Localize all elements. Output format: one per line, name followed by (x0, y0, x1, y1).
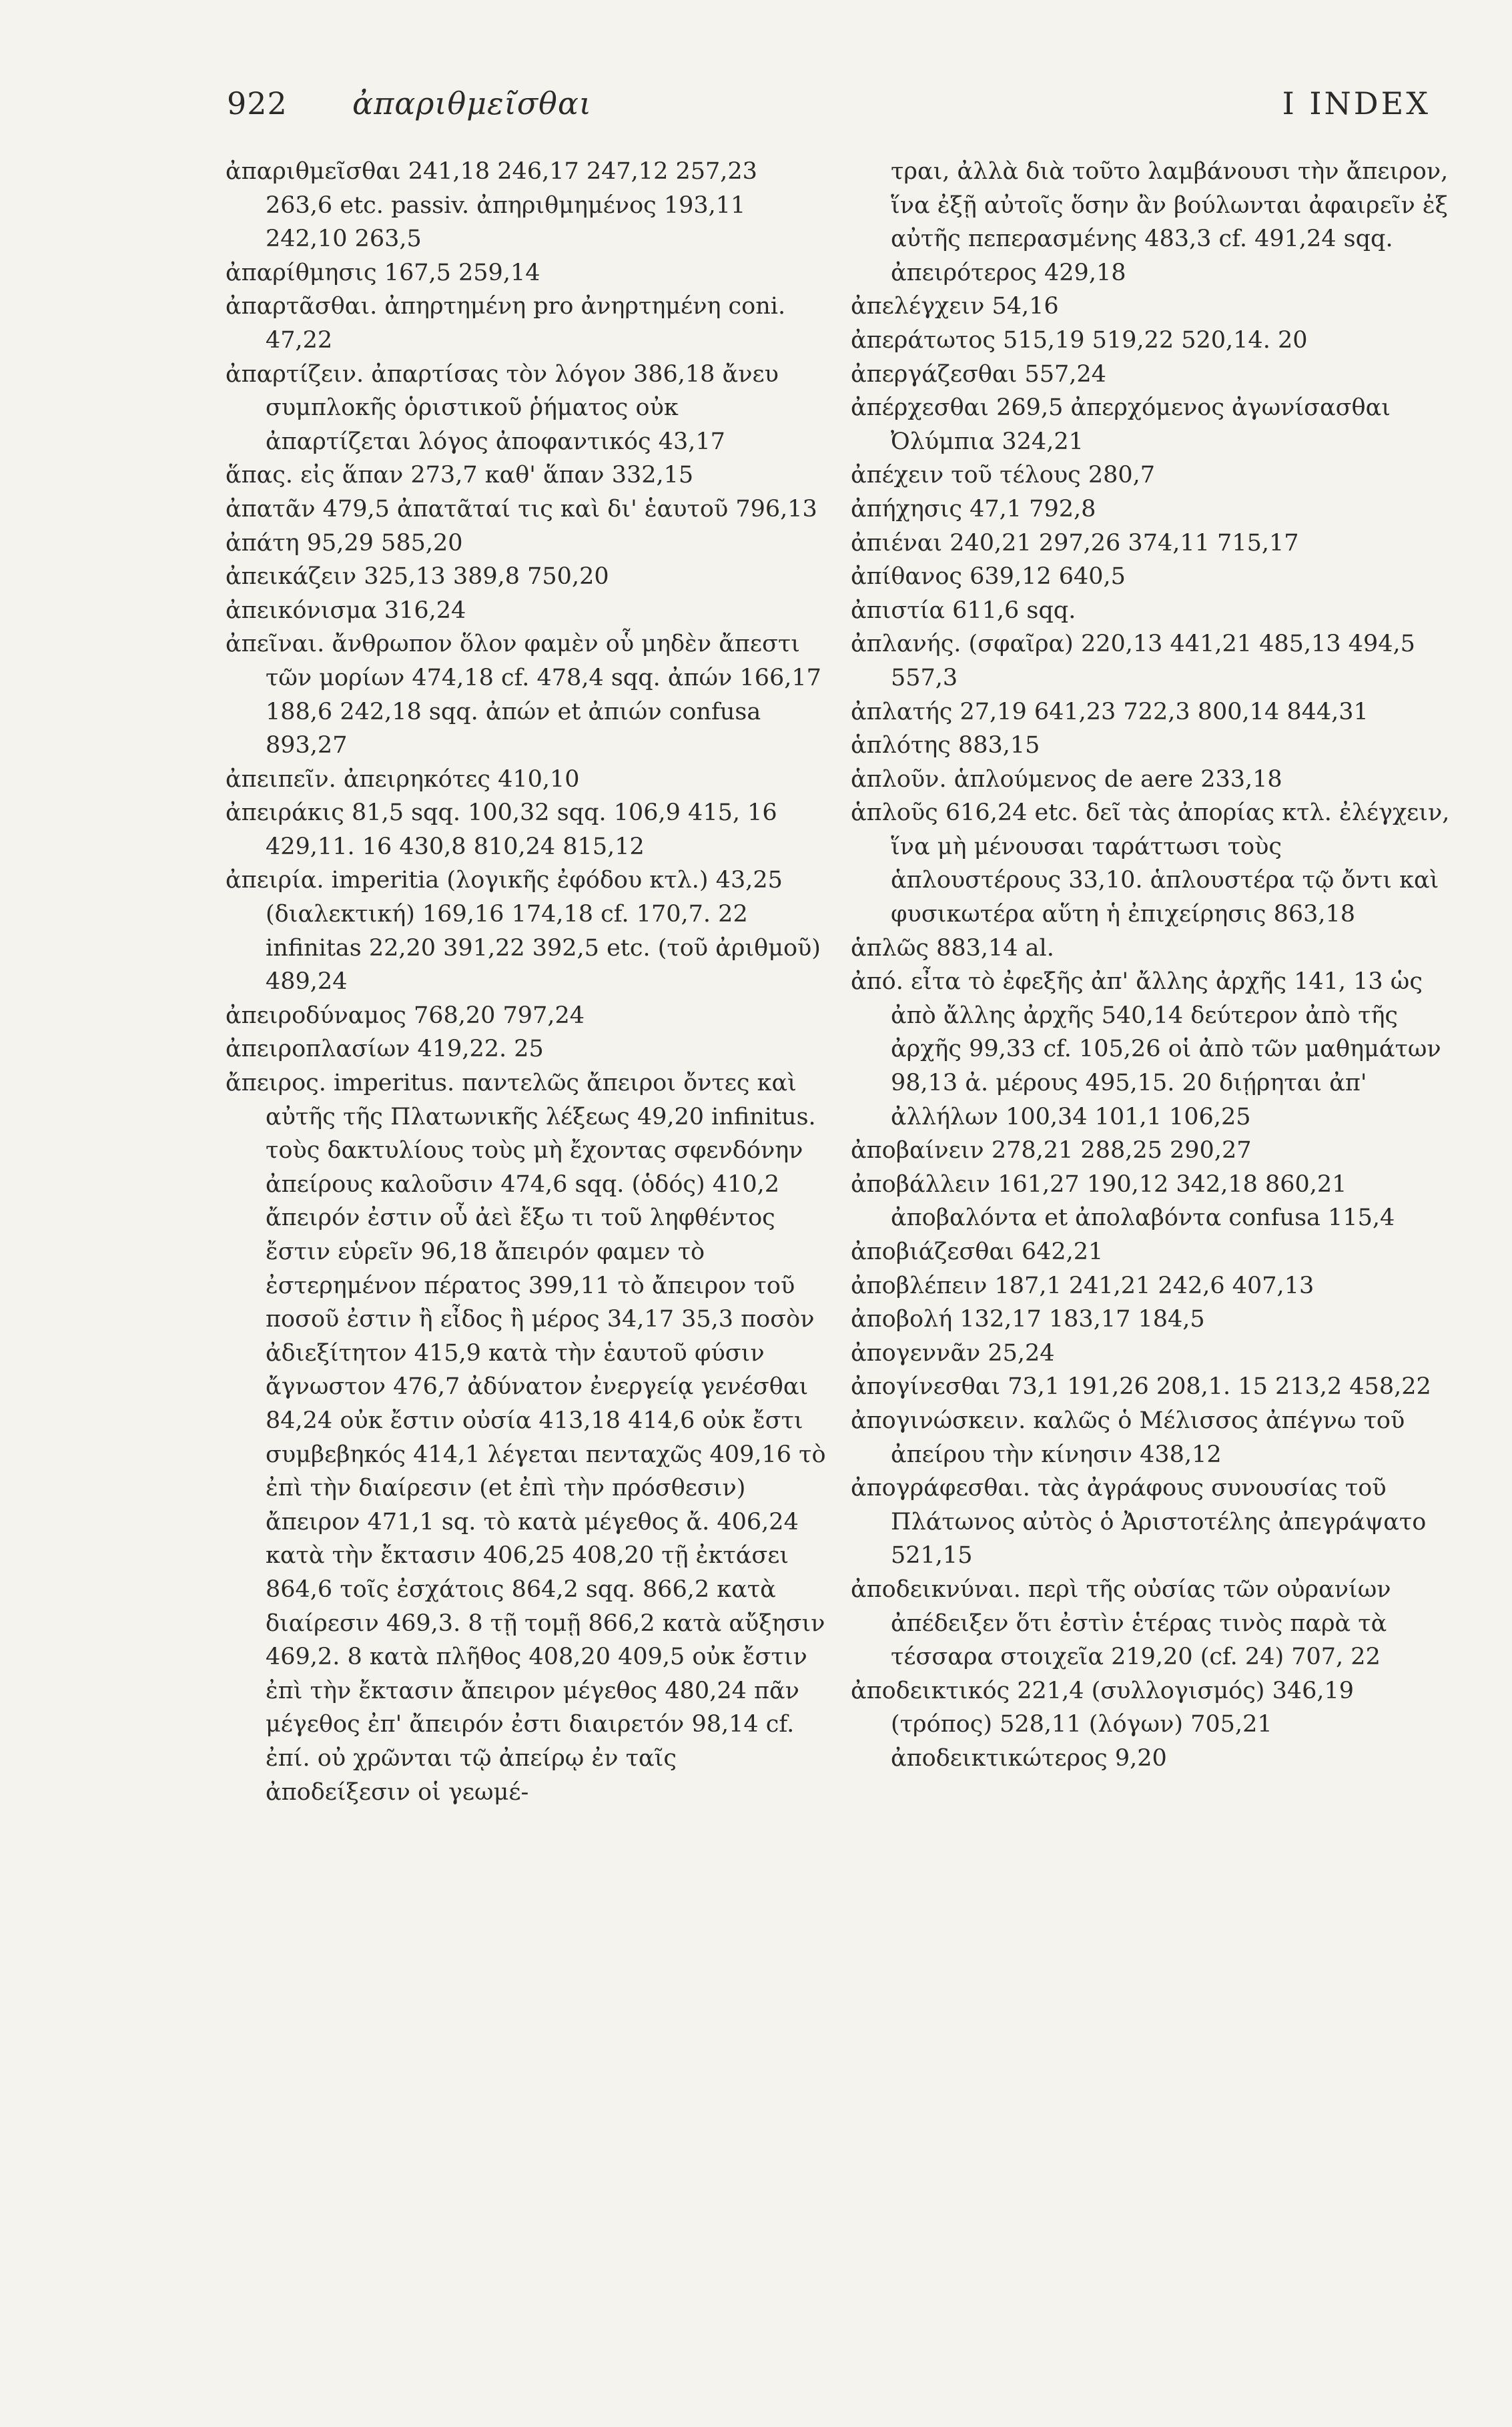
index-entry: ἀποδεικνύναι. περὶ τῆς οὐσίας τῶν οὐρανίων ἀπέδειξεν ὅτι ἐστὶν ἑτέρας τινὸς παρὰ τὰ τέσσαρα στοιχεῖα 219,20 (cf. 24) 707, 22 (851, 1576, 1391, 1671)
page-number: 922 (227, 85, 288, 121)
index-entry: ἀπογεννᾶν 25,24 (851, 1339, 1055, 1367)
index-entry: ἄπειρος. imperitus. παντελῶς ἄπειροι ὄντες καὶ αὐτῆς τῆς Πλατωνικῆς λέξεως 49,20 infinitus. τοὺς δακτυλίους τοὺς μὴ ἔχοντας σφενδόνην ἀπείρους καλοῦσιν 474,6 sqq. (ὁδός) 410,2 ἄπειρόν ἐστιν οὗ ἀεὶ ἔξω τι τοῦ ληφθέντος ἔστιν εὑρεῖν 96,18 ἄπειρόν φαμεν τὸ ἐστερημένον πέρατος 399,11 τὸ ἄπειρον τοῦ ποσοῦ ἐστιν ἢ εἶδος ἢ μέρος 34,17 35,3 ποσὸν ἀδιεξίτητον 415,9 κατὰ τὴν ἑαυτοῦ φύσιν ἄγνωστον 476,7 ἀδύνατον ἐνεργείᾳ γενέσθαι 84,24 οὐκ ἔστιν οὐσία 413,18 414,6 οὐκ ἔστι συμβεβηκός 414,1 λέγεται πενταχῶς 409,16 τὸ ἐπὶ τὴν διαίρεσιν (et ἐπὶ τὴν πρόσθεσιν) ἄπειρον 471,1 sq. τὸ κατὰ μέγεθος ἄ. 406,24 κατὰ τὴν ἔκτασιν 406,25 408,20 τῇ ἐκτάσει 864,6 τοῖς ἐσχάτοις 864,2 sqq. 866,2 κατὰ διαίρεσιν 469,3. 8 τῇ τομῇ 866,2 κατὰ αὔξησιν 469,2. 8 κατὰ πλῆθος 408,20 409,5 οὐκ ἔστιν ἐπὶ τὴν ἔκτασιν ἄπειρον μέγεθος 480,24 πᾶν μέγεθος ἐπ' ἄπειρόν ἐστι διαιρετόν 98,14 cf. ἐπί. οὐ χρῶνται τῷ ἀπείρῳ ἐν ταῖς ἀποδείξεσιν οἱ γεωμέ- (226, 1070, 826, 1806)
index-entry: ἀπαριθμεῖσθαι 241,18 246,17 247,12 257,23 263,6 etc. passiv. ἀπηριθμημένος 193,11 242,10 263,5 (226, 158, 757, 253)
index-entry: ἅπας. εἰς ἅπαν 273,7 καθ' ἅπαν 332,15 (226, 462, 694, 489)
right-index-column (851, 155, 1451, 1776)
index-entry: ἀπάτη 95,29 585,20 (226, 529, 463, 557)
index-entry: ἁπλῶς 883,14 al. (851, 934, 1054, 962)
index-entry: ἁπλότης 883,15 (851, 732, 1040, 759)
index-entry: ἀπέχειν τοῦ τέλους 280,7 (851, 462, 1156, 489)
index-entry: ἀπειπεῖν. ἀπειρηκότες 410,10 (226, 765, 580, 793)
index-entry: ἀπό. εἶτα τὸ ἐφεξῆς ἀπ' ἄλλης ἀρχῆς 141, 13 ὡς ἀπὸ ἄλλης ἀρχῆς 540,14 δεύτερον ἀπὸ τῆς ἀρχῆς 99,33 cf. 105,26 οἱ ἀπὸ τῶν μαθημάτων 98,13 ἀ. μέρους 495,15. 20 διῄρηται ἀπ' ἀλλήλων 100,34 101,1 106,25 (851, 968, 1441, 1130)
index-entry: ἀπειροπλασίων 419,22. 25 (226, 1036, 544, 1063)
index-entry: τραι, ἀλλὰ διὰ τοῦτο λαμβάνουσι τὴν ἄπειρον, ἵνα ἐξῇ αὐτοῖς ὅσην ἂν βούλωνται ἀφαιρεῖν ἐξ αὐτῆς πεπερασμένης 483,3 cf. 491,24 sqq. ἀπειρότερος 429,18 (891, 158, 1449, 286)
index-entry: ἀπεικάζειν 325,13 389,8 750,20 (226, 563, 609, 591)
index-entry: ἀπελέγχειν 54,16 (851, 293, 1059, 320)
index-entry: ἀπήχησις 47,1 792,8 (851, 495, 1096, 523)
index-entry: ἀπιστία 611,6 sqq. (851, 597, 1076, 624)
index-entry: ἀπεῖναι. ἄνθρωπον ὅλον φαμὲν οὗ μηδὲν ἄπεστι τῶν μορίων 474,18 cf. 478,4 sqq. ἀπών 166,17 188,6 242,18 sqq. ἀπών et ἀπιών confusa 893,27 (226, 631, 821, 759)
index-entry: ἀπειράκις 81,5 sqq. 100,32 sqq. 106,9 415, 16 429,11. 16 430,8 810,24 815,12 (226, 799, 777, 860)
index-entry: ἀποβολή 132,17 183,17 184,5 (851, 1306, 1205, 1333)
index-entry: ἀποβαίνειν 278,21 288,25 290,27 (851, 1137, 1252, 1164)
index-entry: ἀπαρτᾶσθαι. ἀπηρτημένη pro ἀνηρτημένη coni. 47,22 (226, 293, 786, 354)
index-entry: ἀπεικόνισμα 316,24 (226, 597, 466, 624)
running-header (0, 85, 1512, 125)
left-index-column (226, 155, 826, 1809)
index-entry: ἀπατᾶν 479,5 ἀπατᾶταί τις καὶ δι' ἑαυτοῦ 796,13 (226, 495, 817, 523)
index-entry: ἀπαρίθμησις 167,5 259,14 (226, 259, 540, 286)
index-entry: ἀπέρχεσθαι 269,5 ἀπερχόμενος ἀγωνίσασθαι Ὀλύμπια 324,21 (851, 394, 1391, 455)
index-entry: ἀπογίνεσθαι 73,1 191,26 208,1. 15 213,2 458,22 (851, 1373, 1431, 1401)
index-entry: ἀπεράτωτος 515,19 519,22 520,14. 20 (851, 326, 1308, 354)
index-entry: ἀπογινώσκειν. καλῶς ὁ Μέλισσος ἀπέγνω τοῦ ἀπείρου τὴν κίνησιν 438,12 (851, 1407, 1405, 1468)
index-entry: ἁπλοῦς 616,24 etc. δεῖ τὰς ἀπορίας κτλ. ἐλέγχειν, ἵνα μὴ μένουσαι ταράττωσι τοὺς ἁπλουστέρους 33,10. ἁπλουστέρα τῷ ὄντι καὶ φυσικωτέρα αὕτη ἡ ἐπιχείρησις 863,18 (851, 799, 1450, 928)
index-entry: ἀπιέναι 240,21 297,26 374,11 715,17 (851, 529, 1299, 557)
index-entry: ἀποβλέπειν 187,1 241,21 242,6 407,13 (851, 1272, 1314, 1299)
index-entry: ἀπειρία. imperitia (λογικῆς ἐφόδου κτλ.) 43,25 (διαλεκτική) 169,16 174,18 cf. 170,7. 22 infinitas 22,20 391,22 392,5 etc. (τοῦ ἀριθμοῦ) 489,24 (226, 867, 821, 996)
index-entry: ἀποδεικτικός 221,4 (συλλογισμός) 346,19 (τρόπος) 528,11 (λόγων) 705,21 ἀποδεικτικώτερος 9,20 (851, 1677, 1355, 1772)
section-title: I INDEX (1282, 85, 1431, 121)
index-entry: ἀπαρτίζειν. ἀπαρτίσας τὸν λόγον 386,18 ἄνευ συμπλοκῆς ὁριστικοῦ ῥήματος οὐκ ἀπαρτίζεται λόγος ἀποφαντικός 43,17 (226, 360, 779, 455)
index-entry: ἀποβάλλειν 161,27 190,12 342,18 860,21 ἀποβαλόντα et ἀπολαβόντα confusa 115,4 (851, 1170, 1395, 1232)
running-headword: ἀπαριθμεῖσθαι (352, 85, 592, 121)
index-entry: ἀπεργάζεσθαι 557,24 (851, 360, 1106, 388)
index-entry: ἀποβιάζεσθαι 642,21 (851, 1239, 1104, 1265)
index-entry: ἀπλανής. (σφαῖρα) 220,13 441,21 485,13 494,5 557,3 (851, 631, 1415, 691)
index-entry: ἀπογράφεσθαι. τὰς ἀγράφους συνουσίας τοῦ Πλάτωνος αὐτὸς ὁ Ἀριστοτέλης ἀπεγράψατο 521,15 (851, 1475, 1427, 1570)
index-entry: ἀπλατής 27,19 641,23 722,3 800,14 844,31 (851, 698, 1369, 725)
index-entry: ἀπίθανος 639,12 640,5 (851, 563, 1126, 591)
index-entry: ἀπειροδύναμος 768,20 797,24 (226, 1002, 585, 1029)
index-entry: ἁπλοῦν. ἁπλούμενος de aere 233,18 (851, 765, 1282, 793)
